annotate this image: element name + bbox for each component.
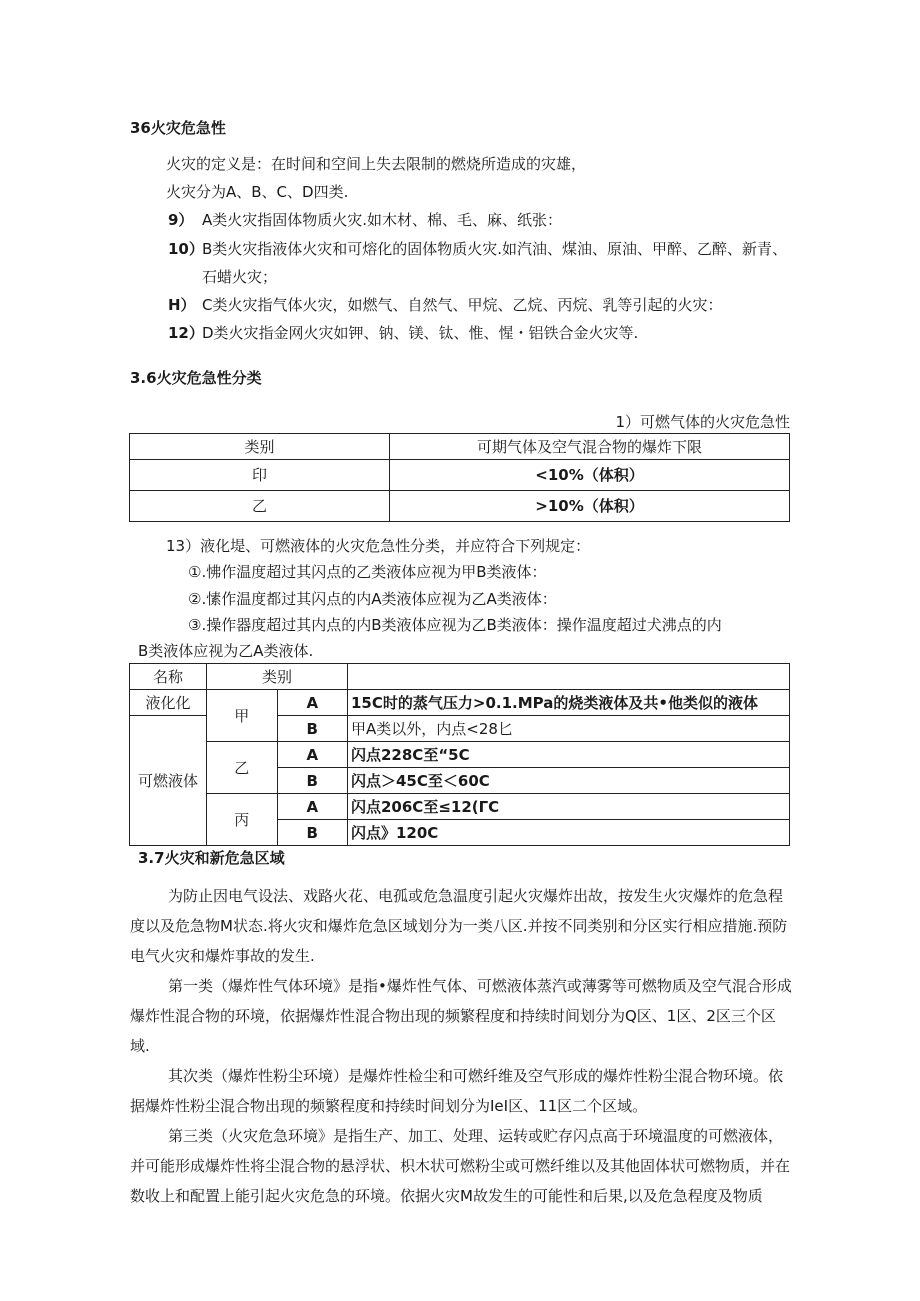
- table-row: [130, 742, 790, 768]
- paragraph: 第一类（爆炸性气体环境》是指•爆炸性气体、可燃液体蒸汽或薄雾等可燃物质及空气混合形成爆炸性混合物的环境，依据爆炸性混合物出现的频繁程度和持续时间划分为Q区、1区、2区三个区域.: [130, 977, 792, 1055]
- rule-13: 13）液化堤、可燃液体的火灾危急性分类，并应符合下列规定：: [166, 537, 591, 555]
- table-cell-desc: 15C时的蒸气压力>0.1.MPa的烧类液体及共•他类似的液体: [348, 690, 790, 716]
- item-num: 10）: [168, 240, 204, 258]
- rule-item: ①.怫作温度超过其闪点的乙类液体应视为甲B类液体：: [188, 563, 547, 581]
- table-cell-group: 甲: [207, 690, 278, 742]
- table-cell: 乙: [130, 491, 390, 522]
- item-num: H）: [168, 296, 196, 314]
- table-cell-name: 可燃液体: [130, 716, 207, 846]
- table-cell-desc: 闪点》120C: [348, 820, 790, 846]
- table-cell: <10%（体积）: [390, 460, 790, 491]
- section-heading-36: 36火灾危急性: [130, 119, 226, 137]
- table-cell-desc: 甲A类以外，内点<28匕: [348, 716, 790, 742]
- table-header: 可期气体及空气混合物的爆炸下限: [390, 434, 790, 460]
- table-cell-desc: 闪点206C至≤12(ГС: [348, 794, 790, 820]
- gas-hazard-table: [129, 433, 790, 522]
- table-row: [130, 794, 790, 820]
- table-cell-group: 乙: [207, 742, 278, 794]
- table-row: [130, 491, 790, 522]
- table-header: [348, 664, 790, 690]
- table-cell: 印: [130, 460, 390, 491]
- table-cell-name: 液化化: [130, 690, 207, 716]
- table-cell-sub: A: [277, 794, 348, 820]
- table-cell-sub: A: [277, 690, 348, 716]
- table-cell-sub: B: [277, 768, 348, 794]
- rule-item: ③.操作器度超过其内点的内B类液体应视为乙B类液体：操作温度超过犬沸点的内: [188, 616, 722, 634]
- item-text: A类火灾指固体物质火灾.如木材、棉、毛、麻、纸张：: [202, 211, 563, 229]
- paragraph: 第三类（火灾危急环境》是指生产、加工、处理、运转或贮存闪点高于环境温度的可燃液体，并可能形成爆炸性将尘混合物的悬浮状、枳木状可燃粉尘或可燃纤维以及其他固体状可燃物质，并在数收上和配置上能引起火灾危急的环境。依据火灾M故发生的可能性和后果,以及危急程度及物质: [130, 1127, 791, 1205]
- table-cell-sub: A: [277, 742, 348, 768]
- item-num: 12）: [168, 324, 204, 342]
- table-cell-desc: 闪点228C至“5C: [348, 742, 790, 768]
- table-header: 名称: [130, 664, 207, 690]
- table1-caption: 1）可燃气体的火灾危急性: [615, 413, 790, 431]
- item-text: C类火灾指气体火灾，如燃气、自然气、甲烷、乙烷、丙烷、乳等引起的火灾：: [202, 296, 723, 314]
- paragraph: 其次类（爆炸性粉尘环境）是爆炸性检尘和可燃纤维及空气形成的爆炸性粉尘混合物环境。依据爆炸性粉尘混合物出现的频繁程度和持续时间划分为IeI区、11区二个区域。: [130, 1067, 784, 1115]
- liquid-hazard-table: [129, 663, 790, 846]
- fire-categories-intro: 火灾分为A、B、C、D四类.: [166, 183, 349, 201]
- fire-definition: 火灾的定义是：在时间和空间上失去限制的燃烧所造成的灾雄，: [166, 155, 587, 173]
- table-row: [130, 460, 790, 491]
- item-num: 9）: [168, 211, 194, 229]
- table-cell: >10%（体积）: [390, 491, 790, 522]
- rule-item-cont: B类液体应视为乙A类液体.: [138, 642, 314, 660]
- item-text: D类火灾指金网火灾如钾、钠、镁、钛、惟、惺・铝铁合金火灾等.: [202, 324, 639, 342]
- item-text: B类火灾指液体火灾和可熔化的固体物质火灾.如汽油、煤油、原油、甲醉、乙醉、新青、: [202, 240, 788, 258]
- paragraph: 为防止因电气设法、戏路火花、电孤或危急温度引起火灾爆炸出故，按发生火灾爆炸的危急程度以及危急物M状态.将火灾和爆炸危急区域划分为一类八区.并按不同类别和分区实行相应措施.预防电气火灾和爆炸事故的发生.: [130, 887, 788, 965]
- table-cell-sub: B: [277, 716, 348, 742]
- rule-item: ②.愫作温度都过其闪点的内A类液体应视为乙A类液体：: [188, 590, 557, 608]
- table-row: [130, 690, 790, 716]
- table-cell-desc: 闪点＞45C至＜60C: [348, 768, 790, 794]
- section-heading-37: 3.7火灾和新危急区域: [138, 849, 285, 867]
- table-header-row: [130, 434, 790, 460]
- table-cell-group: 丙: [207, 794, 278, 846]
- section-heading-36b: 3.6火灾危急性分类: [130, 369, 262, 387]
- table-header-row: [130, 664, 790, 690]
- table-cell-sub: B: [277, 820, 348, 846]
- item-text-cont: 石蜡火灾；: [202, 268, 278, 286]
- table-header: 类别: [207, 664, 348, 690]
- table-header: 类别: [130, 434, 390, 460]
